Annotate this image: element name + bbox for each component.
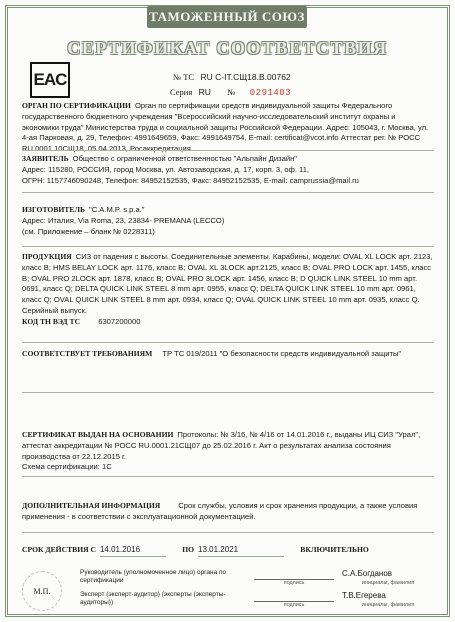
applicant-name: Общество с ограниченной ответственностью "Альпайн Дизайн" [72, 154, 297, 163]
customs-union-banner: ТАМОЖЕННЫЙ СОЮЗ [147, 6, 307, 28]
validity-inclusive: ВКЛЮЧИТЕЛЬНО [300, 545, 369, 554]
conformity-text: ТР ТС 019/2011 "О безопасности средств индивидуальной защиты" [162, 349, 402, 358]
certificate-series [170, 87, 291, 98]
expert-name: Т.В.Егерева [342, 591, 386, 600]
applicant-heading: ЗАЯВИТЕЛЬ [22, 154, 69, 163]
product-section [22, 252, 434, 328]
tnved-value: 6307200000 [98, 316, 141, 326]
validity-section [22, 545, 434, 557]
basis-text: Протоколы: № 3/16, № 4/16 от 14.01.2016 г., выданы ИЦ СИЗ "Урал", аттестат аккредитации № РОСС RU.0001.21СЩ07 до 25.02.2016 г. Акт о результатах анализа состояния производства от 22.12.2015 г. [22, 430, 421, 461]
certificate-number-value: RU C-IT.СЩ18.В.00762 [200, 72, 291, 82]
applicant-address: Адрес: 115280, РОССИЯ, город Москва, ул. Автозаводская, д. 17, корп. 3, оф. 11, [22, 164, 310, 174]
tnved-line [22, 317, 434, 328]
divider [22, 392, 434, 393]
head-name-caption: инициалы, фамилия [361, 580, 415, 586]
seal-placeholder: М.П. [22, 571, 62, 611]
serial-number: 0291403 [249, 88, 292, 98]
signature-block [22, 563, 434, 613]
product-heading: ПРОДУКЦИЯ [22, 252, 72, 261]
applicant-contacts: ОГРН: 1157746090248, Телефон: 84952152535, Факс: 84952152535, E-mail: camprussia@mail.ru [22, 175, 359, 185]
validity-to: 13.01.2021 [198, 545, 284, 557]
tnved-label: КОД ТН ВЭД ТС [22, 316, 81, 326]
conformity-heading: СООТВЕТСТВУЕТ ТРЕБОВАНИЯМ [22, 349, 153, 358]
manufacturer-heading: ИЗГОТОВИТЕЛЬ [22, 205, 86, 214]
serial-prefix: № [227, 87, 236, 97]
certification-body-section [22, 101, 434, 155]
divider [22, 192, 434, 193]
head-signature-line [254, 569, 334, 580]
validity-from: 14.01.2016 [100, 545, 166, 557]
manufacturer-address: Адрес: Италия, Via Roma, 23, 23834- PREMANA (LECCO) [22, 215, 225, 225]
expert-name-caption: инициалы, фамилия [361, 602, 415, 608]
product-text: СИЗ от падения с высоты. Соединительные элементы. Карабины, модели: OVAL XL LOCK арт. 2123, класс B; HMS BELAY LOCK арт. 1176, класс B; OVAL XL 3LOCK арт.2125, класс B; OVAL PRO LOCK арт. 1455, класс B; OVAL PRO 2LOCK арт. 1878, класс B; OVAL PRO 3LOCK арт. 1456, класс B; D QUICK LINK STEEL 10 mm арт. 0691, класс Q; DELTA QUICK LINK STEEL 8 mm арт. 0955, класс Q; DELTA QUICK LINK STEEL 10 mm арт. 0961, класс Q; OVAL QUICK LINK STEEL 8 mm арт. 0934, класс Q; OVAL QUICK LINK STEEL 10 mm арт. 0935, класс Q. Серийный выпуск. [22, 252, 433, 315]
series-label: Серия [170, 87, 193, 97]
applicant-section [22, 154, 434, 186]
manufacturer-name: "C.A.M.P. s.p.a." [89, 205, 145, 214]
additional-info-heading: ДОПОЛНИТЕЛЬНАЯ ИНФОРМАЦИЯ [22, 501, 161, 510]
certificate-number [173, 72, 291, 82]
divider [22, 532, 434, 533]
expert-role: Эксперт (эксперт-аудитор) (эксперты (эксперты-аудиторы)) [80, 591, 226, 606]
head-name: С.А.Богданов [342, 569, 393, 578]
divider [22, 476, 434, 477]
eac-logo: EAC [30, 62, 70, 98]
head-role: Руководитель (уполномоченное лицо) органа по сертификации [80, 569, 227, 584]
certification-body-text: Орган по сертификации средств индивидуальной защиты Федерального государственного бюджетного учреждения "Всероссийский научно-исследовательский институт охраны и экономики труда" Министерства труда и социальной защиты Российской Федерации. Адрес: 105043, г. Москва, ул. 4-ая Парковая, д. 29, Телефон: 4991649659, Факс: 4991649754, E-mail: certificat@vcot.info Аттестат рег. № РОСС RU.0001.10СЩ18, 05.04.2013, Росаккредитация. [22, 101, 429, 154]
divider [22, 342, 434, 343]
expert-signature-caption: подпись [283, 602, 305, 608]
certification-body-heading: ОРГАН ПО СЕРТИФИКАЦИИ [22, 101, 131, 110]
manufacturer-section [22, 205, 434, 237]
manufacturer-appendix: (см. Приложение – бланк № 0228311) [22, 226, 155, 236]
head-signature-caption: подпись [283, 580, 305, 586]
basis-heading: СЕРТИФИКАТ ВЫДАН НА ОСНОВАНИИ [22, 430, 174, 439]
additional-info-text: Срок службы, условия и срок хранения продукции, а также условия применения - в соответствии с эксплуатационной документацией. [22, 501, 418, 521]
conformity-section [22, 349, 434, 360]
certification-scheme: Схема сертификации: 1С [22, 462, 112, 472]
divider [22, 150, 434, 151]
additional-info-section [22, 501, 434, 523]
validity-heading: СРОК ДЕЙСТВИЯ С [22, 545, 96, 554]
expert-signature-line [254, 591, 334, 602]
divider [22, 246, 434, 247]
certificate-number-label: № ТС [173, 72, 195, 82]
validity-to-label: ПО [182, 545, 195, 554]
series-value: RU [198, 87, 211, 97]
certificate-title: СЕРТИФИКАТ СООТВЕТСТВИЯ [67, 38, 388, 58]
basis-section [22, 430, 434, 473]
